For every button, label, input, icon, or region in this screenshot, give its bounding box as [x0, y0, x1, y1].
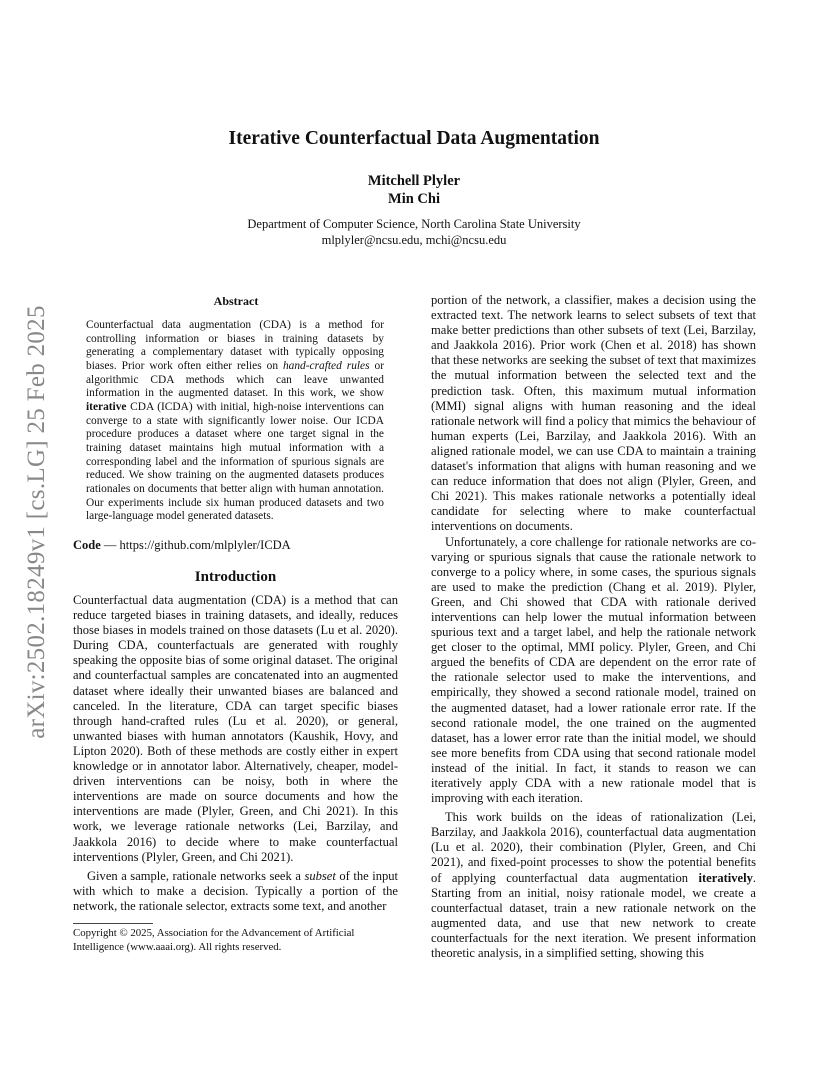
abstract-strong: iterative — [86, 400, 127, 413]
author-name: Mitchell Plyler — [367, 173, 461, 189]
intro-paragraph-2: Given a sample, rationale networks seek a subset of the input with which to make a decision. Typically a portion of the network, the rationale selector, extracts some text, and another — [73, 868, 398, 913]
code-url-link[interactable]: https://github.com/mlplyler/ICDA — [119, 538, 291, 552]
affiliation: Department of Computer Science, North Carolina State University — [247, 217, 581, 231]
introduction-heading: Introduction — [194, 569, 277, 585]
author-emails: mlplyler@ncsu.edu, mchi@ncsu.edu — [321, 233, 507, 247]
intro-paragraph-2-continued: portion of the network, a classifier, makes a decision using the extracted text. The network learns to select subsets of text that make better predictions than other subsets of text (Lei, Barzilay, and Jaakkola 2016). Prior work (Chen et al. 2018) has shown that these networks are seeking the subset of text that maximizes the mutual information between the selected text and the prediction task. Often, this maximum mutual information (MMI) signal aligns with human reasoning and the ideal rationale network will find a policy that mimics the behaviour of human experts (Lei, Barzilay, and Jaakkola 2016). With an aligned rationale model, we can use CDA to maintain a training dataset's information that aligns with human reasoning and we can reduce information that does not align (Plyler, Green, and Chi 2021). This makes rationale networks a potentially ideal candidate for selecting where to make counterfactual interventions on documents. — [431, 293, 756, 534]
arxiv-identifier-stamp: arXiv:2502.18249v1 [cs.LG] 25 Feb 2025 — [23, 305, 50, 739]
author-name: Min Chi — [388, 191, 440, 207]
copyright-footnote: Copyright © 2025, Association for the Advancement of Artificial Intelligence (www.aaai.org). All rights reserved. — [73, 927, 355, 953]
abstract-emphasis: hand-crafted rules — [282, 359, 370, 372]
intro-paragraph-1: Counterfactual data augmentation (CDA) is a method that can reduce targeted biases in training datasets, and ideally, reduces those biases in models trained on those datasets (Lu et al. 2020). During CDA, counterfactuals are generated with roughly speaking the opposite bias of some original dataset. The original and counterfactual samples are concatenated into an augmented dataset where ideally their unwanted biases are balanced and canceled. In the literature, CDA can target specific biases through hand-crafted rules (Lu et al. 2020), or general, unwanted biases with human annotators (Kaushik, Hovy, and Lipton 2020). Both of these methods are costly either in expert knowledge or in annotator labor. Alternatively, cheaper, model-driven interventions can be noisy, both in where the interventions are made on source documents and how the interventions are made (Plyler, Green, and Chi 2021). In this work, we leverage rationale networks (Lei, Barzilay, and Jaakkola 2016) to decide where to make counterfactual interventions (Plyler, Green, and Chi 2021). — [73, 593, 398, 864]
code-link-line: Code — https://github.com/mlplyler/ICDA — [73, 538, 291, 552]
intro-paragraph-4: This work builds on the ideas of rationalization (Lei, Barzilay, and Jaakkola 2016), counterfactual data augmentation (Lu et al. 2020), their combination (Plyler, Green, and Chi 2021), and fixed-point processes to show the potential benefits of applying counterfactual data augmentation iteratively. Starting from an initial, noisy rationale model, we create a counterfactual dataset, train a new rationale network on the augmented data, and use that new network to create counterfactuals for the next iteration. We present information theoretic analysis, in a simplified setting, showing this — [431, 810, 756, 961]
abstract-heading: Abstract — [213, 294, 259, 308]
intro-paragraph-3: Unfortunately, a core challenge for rationale networks are co-varying or spurious signals that cause the rationale network to converge to a policy where, in some cases, the spurious signals are used to make the prediction (Chang et al. 2019). Plyler, Green, and Chi showed that CDA with rationale derived interventions can help lower the mutual information between spurious text and a target label, and help the rationale network get closer to the optimal, MMI policy. Plyler, Green, and Chi argued the benefits of CDA are dependent on the error rate of the rationale selector used to make the interventions, and empirically, they showed a second rationale model, trained on the augmented dataset, had a lower rationale error rate. If the second rationale model, the one trained on the augmented dataset, has a lower error rate than the initial model, we should see more benefits from CDA using that second rationale model instead of the initial. In fact, it stands to reason we can iteratively apply CDA with a new rationale model that is improving with each iteration. — [431, 534, 756, 806]
left-column-body — [73, 593, 398, 914]
abstract-text: Counterfactual data augmentation (CDA) is a method for controlling information or biases in training datasets by generating a complementary dataset with typically opposing biases. Prior work often either relies on hand-crafted rules or algorithmic CDA methods which can leave unwanted information in the augmented dataset. In this work, we show iterative CDA (ICDA) with initial, high-noise interventions can converge to a state with significantly lower noise. Our ICDA procedure produces a dataset where one target signal in the training dataset maintains high mutual information with a corresponding label and the information of spurious signals are reduced. We show training on the augmented datasets produces rationales on documents that better align with human annotation. Our experiments include six human produced datasets and two large-language model generated datasets. — [86, 319, 384, 523]
paper-title: Iterative Counterfactual Data Augmentation — [228, 128, 600, 149]
footnote-divider — [73, 923, 153, 924]
right-column-body — [431, 293, 756, 961]
code-label: Code — [73, 538, 101, 552]
